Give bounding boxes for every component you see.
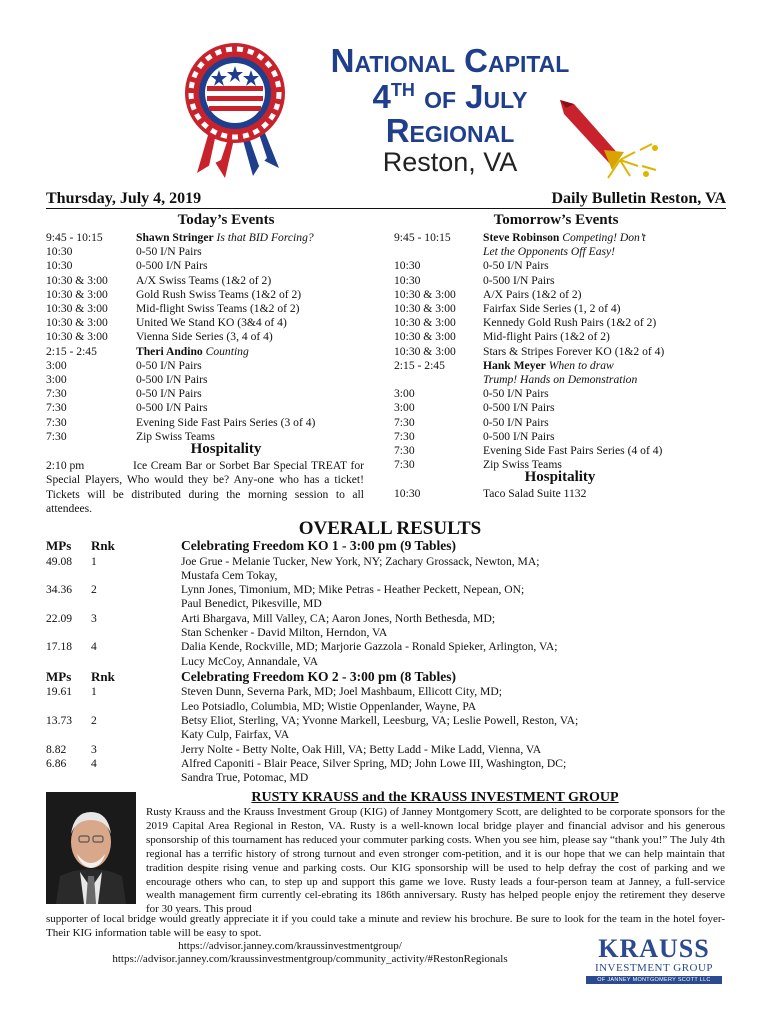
sponsor-link-1[interactable]: https://advisor.janney.com/kraussinvestmentgroup/: [178, 940, 402, 952]
title-superscript: TH: [390, 80, 415, 100]
today-event-row: [46, 288, 386, 302]
title-number: 4: [372, 78, 391, 115]
tomorrow-event-row: [394, 373, 744, 387]
results-names: Joe Grue - Melanie Tucker, New York, NY; Zachary Grossack, Newton, MA;: [181, 554, 540, 568]
today-event-time: 10:30: [46, 245, 73, 259]
results-names: Betsy Eliot, Sterling, VA; Yvonne Markell, Leesburg, VA; Leslie Powell, Reston, VA;: [181, 714, 579, 727]
krauss-logo-tag: OF JANNEY MONTGOMERY SCOTT LLC: [586, 976, 722, 984]
results-rank: 3: [91, 611, 97, 625]
tomorrow-event-desc: Mid-flight Pairs (1&2 of 2): [483, 330, 610, 344]
tomorrow-event-row: [394, 302, 744, 316]
tomorrow-event-desc: 0-500 I/N Pairs: [483, 401, 555, 415]
tomorrow-event-time: 10:30 & 3:00: [394, 287, 456, 301]
results-row: [46, 700, 736, 714]
location-text: Reston, VA: [382, 147, 518, 177]
results-names: Steven Dunn, Severna Park, MD; Joel Mashbaum, Ellicott City, MD;: [181, 685, 502, 699]
tomorrow-event-row: [394, 245, 744, 259]
mps-column-header: MPs: [46, 538, 72, 553]
tomorrow-event-row: [394, 259, 744, 273]
tomorrow-hospitality-row: [394, 487, 586, 500]
today-event-row: [46, 245, 386, 259]
sponsor-heading: RUSTY KRAUSS and the KRAUSS INVESTMENT GROUP: [251, 790, 619, 805]
tomorrow-event-desc: [483, 245, 615, 259]
today-event-desc: 0-500 I/N Pairs: [136, 259, 208, 273]
today-event-time: 10:30 & 3:00: [46, 287, 108, 301]
tomorrow-event-desc: 0-500 I/N Pairs: [483, 429, 555, 443]
today-event-time: 7:30: [46, 387, 67, 401]
tomorrow-event-desc: Stars & Stripes Forever KO (1&2 of 4): [483, 344, 665, 358]
results-rank: 2: [91, 714, 97, 727]
tomorrow-event-time: 10:30 & 3:00: [394, 316, 456, 330]
title-line-3: Regional: [385, 112, 515, 149]
results-row: [46, 612, 736, 626]
results-row: [46, 555, 736, 569]
tomorrow-event-time: 3:00: [394, 387, 415, 401]
today-event-time: 7:30: [46, 415, 67, 429]
results-mps: 19.61: [46, 685, 73, 699]
tomorrow-event-row: [394, 401, 744, 415]
tomorrow-event-time: 10:30 & 3:00: [394, 344, 456, 358]
today-event-desc: Vienna Side Series (3, 4 of 4): [136, 330, 273, 344]
today-event-row: [46, 373, 386, 387]
today-event-row: [46, 274, 386, 288]
tomorrow-event-time: 10:30: [394, 273, 421, 287]
tomorrow-event-desc: Zip Swiss Teams: [483, 458, 562, 472]
tomorrow-event-speaker: Hank Meyer: [483, 358, 546, 372]
results-mps: 49.08: [46, 554, 73, 568]
results-names: Lynn Jones, Timonium, MD; Mike Petras - Heather Peckett, Nepean, ON;: [181, 583, 525, 597]
today-event-desc: United We Stand KO (3&4 of 4): [136, 316, 287, 330]
results-names: Leo Potsiadlo, Columbia, MD; Wistie Oppenlander, Wayne, PA: [181, 699, 477, 713]
results-row: [46, 757, 736, 771]
results-row: [46, 771, 736, 785]
title-line-2: [270, 80, 630, 113]
results-names: Mustafa Cem Tokay,: [181, 568, 278, 582]
results-names: Lucy McCoy, Annandale, VA: [181, 654, 318, 668]
today-event-time: 10:30 & 3:00: [46, 273, 108, 287]
results-header-row: [46, 539, 736, 555]
today-event-time: 3:00: [46, 373, 67, 386]
results-rank: 1: [91, 685, 97, 699]
results-row: [46, 685, 736, 699]
krauss-logo-main: KRAUSS: [598, 934, 710, 963]
today-event-desc: 0-500 I/N Pairs: [136, 373, 208, 386]
results-row: [46, 655, 736, 669]
today-events-list: [46, 231, 386, 443]
tomorrow-event-time: 7:30: [394, 415, 415, 429]
results-names: Alfred Caponiti - Blair Peace, Silver Spring, MD; John Lowe III, Washington, DC;: [181, 756, 567, 770]
results-mps: 34.36: [46, 583, 73, 597]
today-event-row: [46, 302, 386, 316]
tomorrow-event-desc: 0-500 I/N Pairs: [483, 273, 555, 287]
today-event-time: 2:15 - 2:45: [46, 344, 97, 358]
krauss-logo: [586, 936, 722, 986]
results-names: Jerry Nolte - Betty Nolte, Oak Hill, VA; Betty Ladd - Mike Ladd, Vienna, VA: [181, 742, 542, 756]
mps-column-header: MPs: [46, 668, 72, 684]
results-names: Dalia Kende, Rockville, MD; Marjorie Gazzola - Ronald Spieker, Arlington, VA;: [181, 640, 558, 654]
results-rank: 4: [91, 756, 97, 770]
header-divider: [46, 208, 726, 209]
today-event-time: 9:45 - 10:15: [46, 231, 103, 244]
tomorrow-event-row: [394, 345, 744, 359]
today-event-desc: Evening Side Fast Pairs Series (3 of 4): [136, 415, 316, 429]
results-row: [46, 743, 736, 757]
tomorrow-event-row: [394, 416, 744, 430]
today-event-topic: Is that BID Forcing?: [216, 231, 314, 244]
today-event-time: 10:30 & 3:00: [46, 302, 108, 315]
today-event-desc: 0-50 I/N Pairs: [136, 387, 202, 401]
tomorrow-hospitality-time: 10:30: [394, 487, 421, 500]
tomorrow-event-topic: Let the Opponents Off Easy!: [483, 245, 616, 259]
today-event-desc: Mid-flight Swiss Teams (1&2 of 2): [136, 302, 300, 315]
tomorrow-heading: Tomorrow’s Events: [493, 212, 619, 228]
today-event-desc: Gold Rush Swiss Teams (1&2 of 2): [136, 287, 302, 301]
tomorrow-event-topic: When to draw: [548, 358, 614, 372]
today-event-desc: [136, 345, 249, 359]
sponsor-paragraph-indented: Rusty Krauss and the Krauss Investment Group (KIG) of Janney Montgomery Scott, are delighted to be corporate sponsors for the 2019 Capital Area Regional in Reston, VA. Rusty is a well-known local bridge player and financial advisor and his generous sponsorship of this tournament has reduced your commuter parking costs. When you see him, please say “thank you!” The July 4th regional has a terrific history of strong turnout and even stronger com-petition, and it is our hope that we can help maintain that tradition despite rising venue and parking costs. Our KIG sponsorship will be used to help defray the cost of parking and we encourage others who can, to step up and support this game we love. Rusty leads a four-person team at Janney, a full-service wealth management firm currently cel-ebrating its 186th anniversary. Rusty has helped people enjoy the retirement they deserve for 30 years. This proud: [146, 806, 725, 916]
today-event-row: [46, 316, 386, 330]
results-mps: 8.82: [46, 742, 67, 756]
today-event-speaker: Theri Andino: [136, 344, 203, 358]
results-names: Arti Bhargava, Mill Valley, CA; Aaron Jones, North Bethesda, MD;: [181, 611, 496, 625]
today-event-topic: Counting: [205, 344, 249, 358]
today-event-row: [46, 345, 386, 359]
tomorrow-event-desc: [483, 359, 614, 373]
today-event-desc: 0-50 I/N Pairs: [136, 245, 202, 259]
tomorrow-event-row: [394, 316, 744, 330]
tomorrow-event-time: 2:15 - 2:45: [394, 358, 445, 372]
tomorrow-event-row: [394, 274, 744, 288]
results-row: [46, 640, 736, 654]
results-rank: 4: [91, 640, 97, 654]
tomorrow-event-time: 7:30: [394, 458, 415, 472]
results-names: Katy Culp, Fairfax, VA: [181, 728, 290, 742]
today-event-desc: 0-50 I/N Pairs: [136, 358, 202, 372]
results-row: [46, 583, 736, 597]
tomorrow-event-desc: Fairfax Side Series (1, 2 of 4): [483, 302, 621, 315]
today-event-row: [46, 259, 386, 273]
today-event-speaker: Shawn Stringer: [136, 231, 214, 244]
rnk-column-header: Rnk: [91, 668, 115, 684]
bulletin-text: Daily Bulletin Reston, VA: [551, 190, 726, 207]
results-mps: 13.73: [46, 714, 73, 727]
tomorrow-event-desc: 0-50 I/N Pairs: [483, 387, 549, 401]
today-event-row: [46, 401, 386, 415]
today-hospitality-block: [46, 459, 364, 517]
tomorrow-event-desc: Kennedy Gold Rush Pairs (1&2 of 2): [483, 316, 657, 330]
today-event-row: [46, 416, 386, 430]
tomorrow-event-row: [394, 444, 744, 458]
tomorrow-event-row: [394, 330, 744, 344]
tomorrow-event-desc: [483, 373, 637, 387]
results-row: [46, 569, 736, 583]
today-event-row: [46, 330, 386, 344]
results-mps: 6.86: [46, 756, 67, 770]
tomorrow-event-row: [394, 430, 744, 444]
rusty-krauss-photo: [46, 792, 136, 904]
tomorrow-event-topic: Trump! Hands on Demonstration: [483, 373, 638, 386]
sponsor-paragraph-full: supporter of local bridge would greatly appreciate it if you could take a minute and review his brochure. Be sure to look for the team in the hotel foyer- Their KIG information table will be easy to spot.: [46, 913, 725, 939]
results-rank: 3: [91, 742, 97, 756]
today-event-row: [46, 359, 386, 373]
results-rank: 1: [91, 554, 97, 568]
tomorrow-hospitality-text: Taco Salad Suite 1132: [483, 487, 587, 500]
tomorrow-event-row: [394, 288, 744, 302]
overall-results-table: [46, 539, 736, 783]
today-hospitality-heading: Hospitality: [190, 441, 262, 457]
today-event-time: 10:30 & 3:00: [46, 330, 108, 344]
results-event-title: Celebrating Freedom KO 2 - 3:00 pm (8 Tables): [181, 668, 456, 684]
results-header-row: [46, 670, 736, 686]
results-mps: 17.18: [46, 640, 73, 654]
today-event-desc: A/X Swiss Teams (1&2 of 2): [136, 273, 272, 287]
tomorrow-event-time: 10:30: [394, 259, 421, 273]
title-line-1: National Capital: [330, 42, 570, 79]
tomorrow-event-desc: [483, 231, 646, 245]
tomorrow-event-desc: 0-50 I/N Pairs: [483, 259, 549, 273]
today-event-row: [46, 231, 386, 245]
tomorrow-event-time: 3:00: [394, 401, 415, 415]
today-heading: Today’s Events: [177, 212, 275, 228]
results-row: [46, 597, 736, 611]
tomorrow-event-time: 10:30 & 3:00: [394, 330, 456, 344]
today-event-desc: [136, 231, 314, 245]
results-row: [46, 728, 736, 742]
tomorrow-event-row: [394, 387, 744, 401]
title-rest: of July: [424, 78, 528, 115]
tomorrow-event-desc: 0-50 I/N Pairs: [483, 415, 549, 429]
today-event-row: [46, 387, 386, 401]
tomorrow-event-row: [394, 359, 744, 373]
today-event-desc: 0-500 I/N Pairs: [136, 401, 208, 415]
today-hospitality-text: Ice Cream Bar or Sorbet Bar Special TREAT for Special Players, Who would they be? Any-one who has a ticket! Tickets will be distributed during the morning session to all attendees.: [46, 459, 364, 516]
today-hospitality-time: 2:10 pm: [46, 459, 85, 472]
today-event-time: 10:30: [46, 259, 73, 273]
tomorrow-event-row: [394, 231, 744, 245]
tomorrow-event-time: 9:45 - 10:15: [394, 231, 451, 244]
tomorrow-event-desc: Evening Side Fast Pairs Series (4 of 4): [483, 444, 663, 457]
krauss-logo-sub: INVESTMENT GROUP: [594, 962, 714, 974]
results-event-title: Celebrating Freedom KO 1 - 3:00 pm (9 Tables): [181, 538, 456, 553]
tomorrow-hospitality-heading: Hospitality: [524, 469, 596, 485]
tomorrow-event-time: 7:30: [394, 429, 415, 443]
tomorrow-event-desc: A/X Pairs (1&2 of 2): [483, 287, 582, 301]
results-row: [46, 714, 736, 728]
results-names: Paul Benedict, Pikesville, MD: [181, 597, 322, 611]
today-event-time: 10:30 & 3:00: [46, 316, 108, 330]
tomorrow-event-topic: Competing! Don’t: [562, 231, 646, 244]
tomorrow-event-time: 10:30 & 3:00: [394, 302, 456, 315]
overall-results-heading: OVERALL RESULTS: [298, 518, 482, 539]
today-event-desc: Zip Swiss Teams: [136, 429, 215, 443]
tomorrow-event-time: 7:30: [394, 444, 415, 457]
today-event-time: 7:30: [46, 401, 67, 415]
tomorrow-events-list: [394, 231, 744, 473]
sponsor-link-2[interactable]: https://advisor.janney.com/kraussinvestmentgroup/community_activity/#RestonRegionals: [112, 953, 508, 965]
date-text: Thursday, July 4, 2019: [46, 190, 202, 207]
today-event-time: 7:30: [46, 429, 67, 443]
rnk-column-header: Rnk: [91, 538, 115, 553]
results-names: Sandra True, Potomac, MD: [181, 771, 309, 785]
tomorrow-event-speaker: Steve Robinson: [483, 231, 560, 244]
today-event-time: 3:00: [46, 358, 67, 372]
results-names: Stan Schenker - David Milton, Herndon, VA: [181, 626, 388, 639]
results-mps: 22.09: [46, 611, 73, 625]
results-rank: 2: [91, 583, 97, 597]
results-row: [46, 626, 736, 640]
